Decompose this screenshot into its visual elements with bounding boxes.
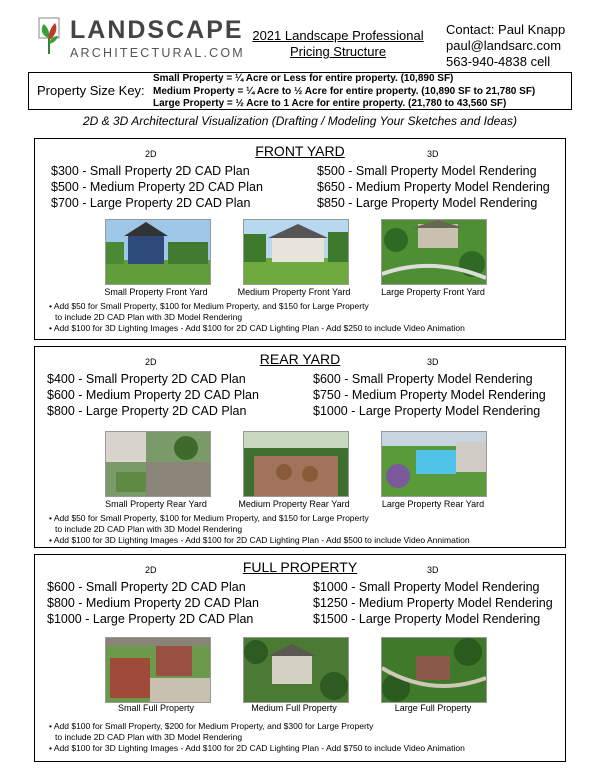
full-property-section	[34, 554, 566, 762]
leaf-logo-icon	[36, 14, 62, 58]
photo-medium-front-yard	[243, 219, 349, 285]
logo-word-architectural: ARCHITECTURAL.COM	[70, 46, 245, 60]
col-label-2d: 2D	[145, 149, 157, 159]
photo-large-rear-yard	[381, 431, 487, 497]
photo-small-full-property	[105, 637, 211, 703]
size-key-small: Small Property = ¼ Acre or Less for entire property. (10,890 SF)	[153, 73, 454, 84]
photo-medium-full-property	[243, 637, 349, 703]
document-title	[248, 28, 428, 60]
price-2d-medium: $500 - Medium Property 2D CAD Plan	[51, 180, 263, 194]
size-key-label: Property Size Key:	[37, 83, 145, 98]
price-3d-small: $500 - Small Property Model Rendering	[317, 164, 537, 178]
section-title: FULL PROPERTY	[242, 559, 358, 575]
size-key-large: Large Property = ½ Acre to 1 Acre for entire property. (21,780 to 43,560 SF)	[153, 98, 507, 109]
col-label-2d: 2D	[145, 357, 157, 367]
price-3d-medium: $1250 - Medium Property Model Rendering	[313, 596, 553, 610]
note-line-2: to include 2D CAD Plan with 3D Model Rendering	[55, 524, 243, 534]
note-line-1: • Add $50 for Small Property, $100 for Medium Property, and $150 for Large Property	[49, 301, 369, 311]
price-2d-medium: $600 - Medium Property 2D CAD Plan	[47, 388, 259, 402]
section-title: FRONT YARD	[255, 143, 345, 159]
caption-large: Large Property Rear Yard	[381, 499, 485, 509]
col-label-2d: 2D	[145, 565, 157, 575]
rear-yard-section	[34, 346, 566, 548]
contact-phone: 563-940-4838 cell	[446, 54, 551, 69]
note-line-2: to include 2D CAD Plan with 3D Model Rendering	[55, 732, 243, 742]
visualization-heading: 2D & 3D Architectural Visualization (Drafting / Modeling Your Sketches and Ideas)	[82, 114, 517, 128]
price-3d-small: $1000 - Small Property Model Rendering	[313, 580, 540, 594]
photo-small-front-yard	[105, 219, 211, 285]
price-2d-small: $300 - Small Property 2D CAD Plan	[51, 164, 250, 178]
front-yard-section	[34, 138, 566, 340]
photo-large-front-yard	[381, 219, 487, 285]
caption-small: Small Full Property	[117, 703, 195, 713]
note-line-3: • Add $100 for 3D Lighting Images - Add $100 for 2D CAD Lighting Plan - Add $500 to include Video Annimation	[49, 535, 470, 545]
photo-small-rear-yard	[105, 431, 211, 497]
col-label-3d: 3D	[427, 149, 439, 159]
price-2d-large: $700 - Large Property 2D CAD Plan	[51, 196, 251, 210]
price-2d-medium: $800 - Medium Property 2D CAD Plan	[47, 596, 259, 610]
price-3d-large: $1000 - Large Property Model Rendering	[313, 404, 541, 418]
price-3d-small: $600 - Small Property Model Rendering	[313, 372, 533, 386]
contact-block	[446, 22, 565, 70]
price-3d-large: $850 - Large Property Model Rendering	[317, 196, 538, 210]
price-3d-medium: $650 - Medium Property Model Rendering	[317, 180, 550, 194]
price-3d-large: $1500 - Large Property Model Rendering	[313, 612, 541, 626]
caption-medium: Medium Property Rear Yard	[238, 499, 350, 509]
section-title: REAR YARD	[259, 351, 341, 367]
price-2d-small: $400 - Small Property 2D CAD Plan	[47, 372, 246, 386]
property-size-key	[28, 72, 572, 110]
size-key-medium: Medium Property = ¼ Acre to ½ Acre for entire property. (10,890 SF to 21,780 SF)	[153, 85, 536, 97]
contact-email[interactable]: paul@landsarc.com	[446, 38, 562, 53]
contact-name: Contact: Paul Knapp	[446, 22, 566, 37]
caption-large: Large Full Property	[394, 703, 472, 713]
note-line-1: • Add $100 for Small Property, $200 for Medium Property, and $300 for Large Property	[49, 721, 374, 731]
price-2d-small: $600 - Small Property 2D CAD Plan	[47, 580, 246, 594]
photo-medium-rear-yard	[243, 431, 349, 497]
col-label-3d: 3D	[427, 357, 439, 367]
caption-large: Large Property Front Yard	[381, 287, 485, 297]
caption-small: Small Property Rear Yard	[105, 499, 207, 509]
price-2d-large: $800 - Large Property 2D CAD Plan	[47, 404, 247, 418]
note-line-3: • Add $100 for 3D Lighting Images - Add $100 for 2D CAD Lighting Plan - Add $250 to include Video Animation	[49, 323, 465, 333]
note-line-2: to include 2D CAD Plan with 3D Model Rendering	[55, 312, 243, 322]
title-line-1: 2021 Landscape Professional	[252, 28, 424, 43]
col-label-3d: 3D	[427, 565, 439, 575]
price-2d-large: $1000 - Large Property 2D CAD Plan	[47, 612, 254, 626]
company-logo	[36, 14, 245, 64]
caption-medium: Medium Property Front Yard	[237, 287, 351, 297]
photo-large-full-property	[381, 637, 487, 703]
caption-medium: Medium Full Property	[251, 703, 337, 713]
note-line-3: • Add $100 for 3D Lighting Images - Add $100 for 2D CAD Lighting Plan - Add $750 to include Video Animation	[49, 743, 465, 753]
title-line-2: Pricing Structure	[289, 44, 387, 59]
caption-small: Small Property Front Yard	[104, 287, 208, 297]
price-3d-medium: $750 - Medium Property Model Rendering	[313, 388, 546, 402]
logo-word-landscape: LANDSCAPE	[70, 16, 244, 44]
note-line-1: • Add $50 for Small Property, $100 for Medium Property, and $150 for Large Property	[49, 513, 369, 523]
